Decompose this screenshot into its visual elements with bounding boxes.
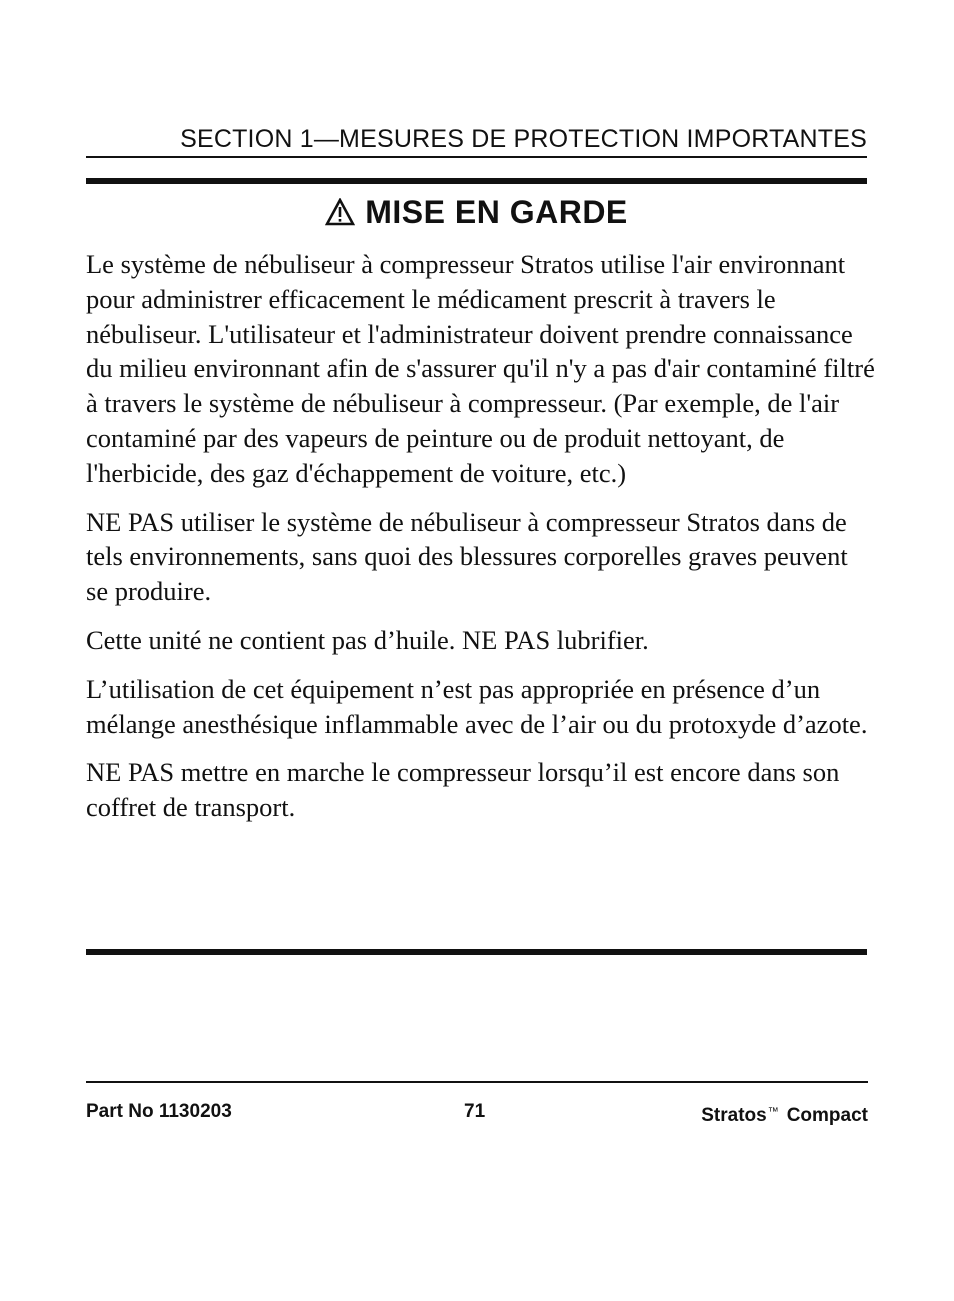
product-name: Stratos (701, 1105, 767, 1126)
warning-bottom-rule (86, 949, 867, 955)
warning-title: MISE EN GARDE (365, 194, 628, 230)
section-header: SECTION 1—MESURES DE PROTECTION IMPORTANTES (86, 122, 867, 158)
page-number: 71 (464, 1101, 486, 1122)
product-name-block (701, 1098, 868, 1130)
trademark-symbol: ™ (767, 1106, 779, 1118)
footer-rule (86, 1081, 868, 1083)
part-number: Part No 1130203 (86, 1101, 232, 1122)
page-footer (86, 1098, 868, 1126)
paragraph-do-not-use: NE PAS utiliser le système de nébuliseur à compresseur Stratos dans de tels environnements, sans quoi des blessures corporelles graves peuvent se produire. (86, 506, 848, 607)
product-model: Compact (786, 1105, 868, 1126)
warning-top-rule (86, 178, 867, 184)
paragraph-contaminated-air: Le système de nébuliseur à compresseur Stratos utilise l'air environnant pour administrer efficacement le médicament prescrit à travers le nébuliseur. L'utilisateur et l'administrateur doivent prendre connaissance du milieu environnant afin de s'assurer qu'il n'y a pas d'air contaminé filtré à travers le système de nébuliseur à compresseur. (Par exemple, de l'air contaminé par des vapeurs de peinture ou de produit nettoyant, de l'herbicide, des gaz d'échappement de voiture, etc.) (86, 249, 875, 488)
warning-triangle-icon (325, 193, 355, 237)
warning-heading (86, 190, 867, 234)
paragraph-carrying-case: NE PAS mettre en marche le compresseur lorsqu’il est encore dans son coffret de transport. (86, 757, 840, 823)
paragraph-anesthetic: L’utilisation de cet équipement n’est pas appropriée en présence d’un mélange anesthésique inflammable avec de l’air ou du protoxyde d’azote. (86, 673, 868, 739)
warning-body (86, 247, 876, 839)
paragraph-no-oil: Cette unité ne contient pas d’huile. NE PAS lubrifier. (86, 624, 649, 655)
